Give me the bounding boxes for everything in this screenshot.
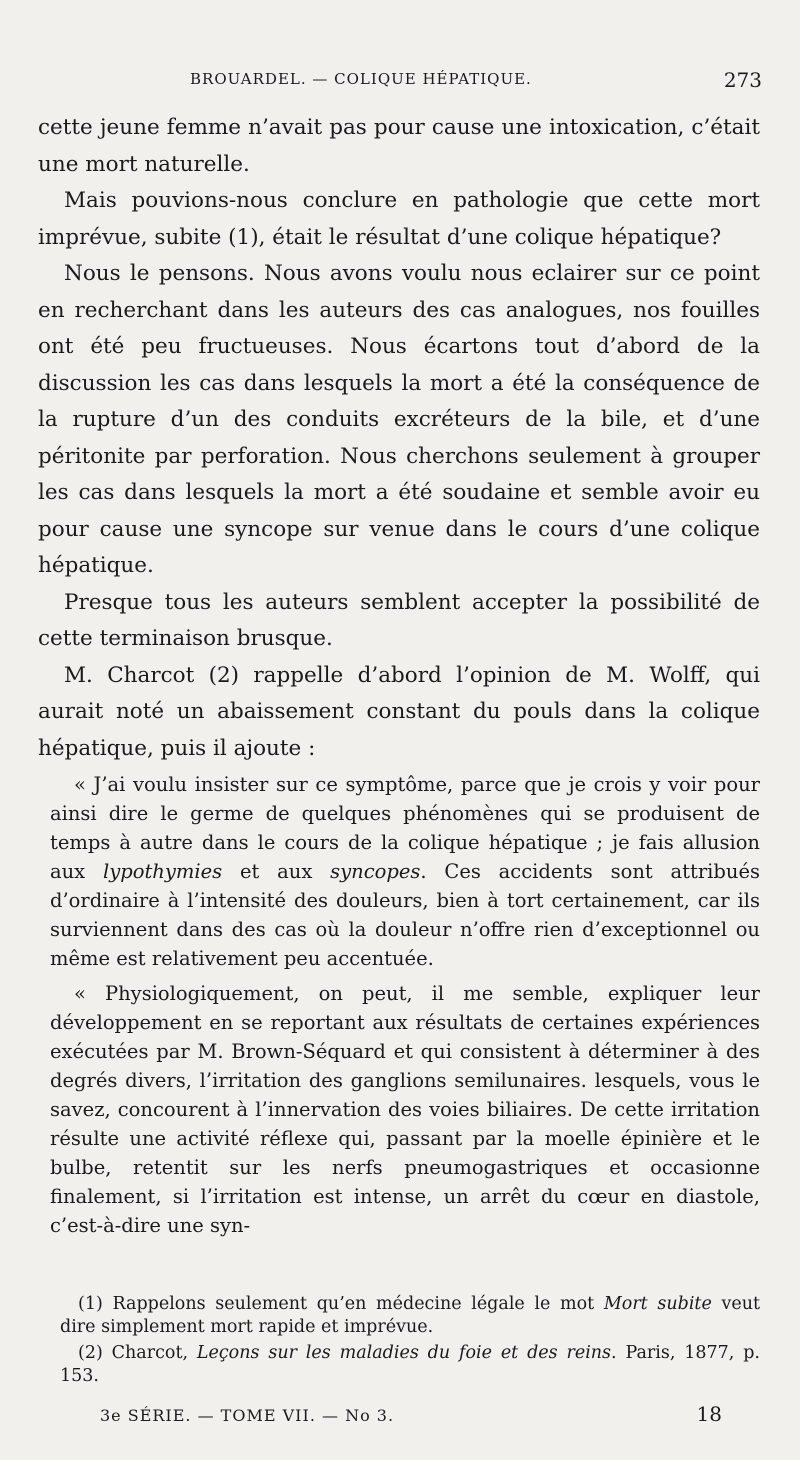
paragraph-2: Mais pouvions-nous conclure en pathologie que cette mort imprévue, subite (1), était le résultat d’une colique hépatique? (38, 188, 760, 250)
footnote-text: (1) Rappelons seulement qu’en médecine légale le mot (78, 1294, 604, 1314)
quote-paragraph-1 (50, 770, 760, 973)
paragraph-1: cette jeune femme n’avait pas pour cause une intoxication, c’était une mort naturelle. (38, 115, 760, 177)
quote-paragraph-2: « Physiologiquement, on peut, il me semble, expliquer leur développement en se reportant aux résultats de certaines expériences exécutées par M. Brown-Séquard et qui consistent à déterminer à des degrés divers, l’irritation des ganglions semilunaires. lesquels, vous le savez, concourent à l’innervation des voies biliaires. De cette irritation résulte une activité réflexe qui, passant par la moelle épinière et le bulbe, retentit sur les nerfs pneumogastriques et occasionne finalement, si l’irritation est intense, un arrêt du cœur en diastole, c’est-à-dire une syn- (50, 982, 760, 1237)
paragraph-3: Nous le pensons. Nous avons voulu nous eclairer sur ce point en recherchant dans les auteurs des cas analogues, nos fouilles ont été peu fructueuses. Nous écartons tout d’abord de la discussion les cas dans lesquels la mort a été la conséquence de la rupture d’un des conduits excréteurs de la bile, et d’une péritonite par perforation. Nous cherchons seulement à grouper les cas dans lesquels la mort a été soudaine et semble avoir eu pour cause une syncope sur venue dans le cours d’une colique hépatique. (38, 261, 760, 578)
footnote-1 (60, 1293, 760, 1339)
page-number: 273 (723, 68, 762, 92)
quote-text: « J’ai voulu insister sur ce symptôme, parce que je crois y voir pour ainsi dire le germe de quelques phénomènes qui se produisent de temps à autre dans le cours de la colique hépatique ; je fais allusion aux (50, 773, 760, 883)
italic-term: syncopes (330, 860, 421, 883)
page-footer (100, 1402, 722, 1426)
quote-text: . Ces accidents sont attribués d’ordinaire à l’intensité des douleurs, bien à tort certainement, car ils surviennent dans des cas où la douleur n’offre rien d’exceptionnel ou même est relativement peu accentuée. (50, 860, 760, 970)
paragraph-5: M. Charcot (2) rappelle d’abord l’opinion de M. Wolff, qui aurait noté un abaissement constant du pouls dans la colique hépatique, puis il ajoute : (38, 662, 760, 761)
footnote-text: . Paris, 1877, p. 153. (60, 1343, 760, 1386)
footnote-text: (2) Charcot, (78, 1343, 197, 1363)
italic-term: lypothymies (102, 860, 223, 883)
main-text (38, 110, 760, 767)
paragraph-4: Presque tous les auteurs semblent accepter la possibilité de cette terminaison brusque. (38, 589, 760, 651)
series-volume-issue: 3e SÉRIE. — TOME VII. — No 3. (100, 1406, 395, 1425)
footnote-text: veut dire simplement mort rapide et imprévue. (60, 1294, 761, 1337)
signature-mark: 18 (696, 1402, 722, 1426)
quote-text: et aux (222, 860, 331, 883)
italic-term: Mort subite (603, 1294, 712, 1314)
running-head: BROUARDEL. — COLIQUE HÉPATIQUE. (190, 70, 532, 88)
footnote-2 (60, 1342, 760, 1388)
footnotes (60, 1293, 760, 1391)
italic-title: Leçons sur les maladies du foie et des reins (196, 1343, 612, 1363)
charcot-quotation (50, 770, 760, 1246)
